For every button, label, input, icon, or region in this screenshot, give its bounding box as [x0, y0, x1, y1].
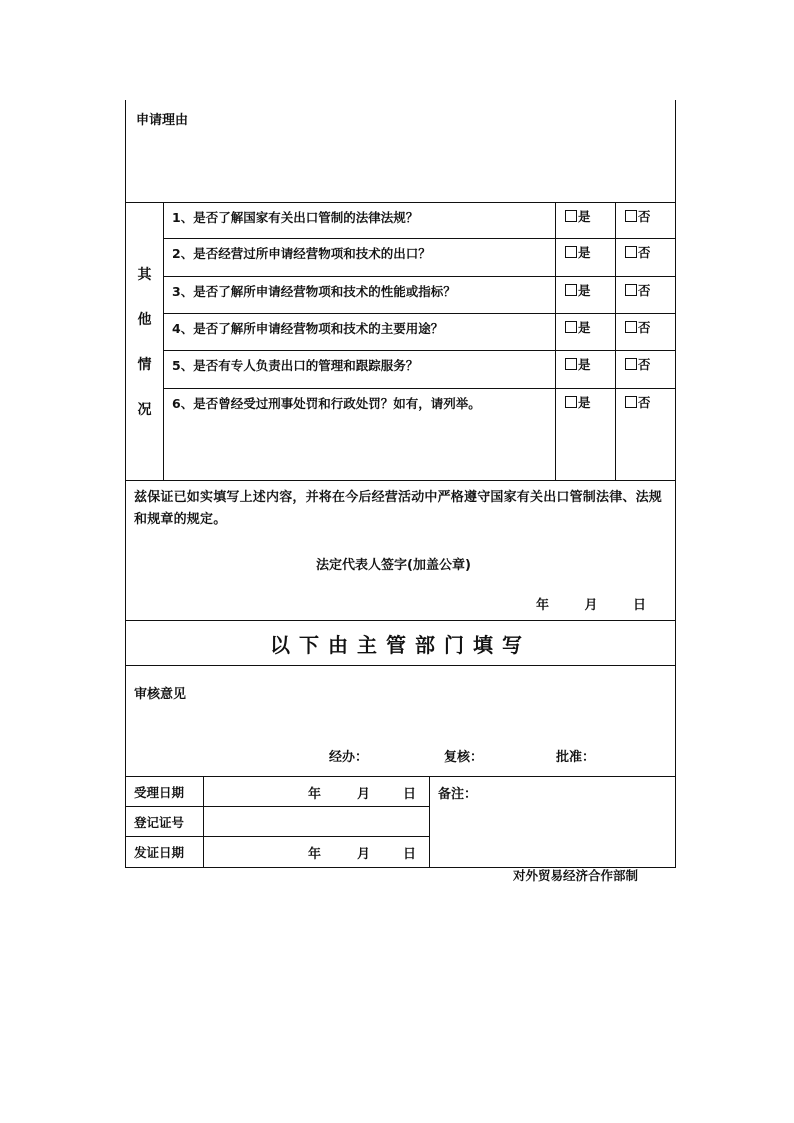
reg-no-field[interactable]: [204, 807, 429, 836]
question-text: 4、是否了解所申请经营物项和技术的主要用途？: [164, 314, 556, 350]
no-option[interactable]: [616, 239, 675, 276]
yes-option[interactable]: [556, 351, 616, 388]
section-title: 以下由主管部门填写: [270, 632, 531, 657]
yes-label: 是: [578, 357, 591, 372]
no-option[interactable]: [616, 203, 675, 238]
yes-label: 是: [578, 320, 591, 335]
authority-section-header: [126, 621, 675, 666]
issue-date-label: 发证日期: [126, 837, 204, 867]
question-row: [164, 351, 675, 389]
checkbox-icon[interactable]: [565, 396, 577, 408]
reg-no-row: [126, 807, 429, 837]
yes-label: 是: [578, 395, 591, 410]
checkbox-icon[interactable]: [625, 210, 637, 222]
no-option[interactable]: [616, 277, 675, 313]
no-label: 否: [638, 209, 651, 224]
handler-label: 经办：: [329, 750, 369, 765]
question-text: 6、是否曾经受过刑事处罚和行政处罚？如有，请列举。: [164, 389, 556, 481]
question-row: [164, 239, 675, 277]
no-option[interactable]: [616, 351, 675, 388]
pledge-date: [536, 594, 646, 613]
reason-section: [126, 100, 675, 203]
question-row: [164, 277, 675, 314]
accept-date-field[interactable]: [204, 777, 429, 806]
question-text: 5、是否有专人负责出口的管理和跟踪服务？: [164, 351, 556, 388]
no-option[interactable]: [616, 389, 675, 481]
other-info-char: 况: [137, 402, 152, 418]
question-list: [164, 203, 675, 480]
checkbox-icon[interactable]: [625, 358, 637, 370]
date-day: 日: [632, 598, 646, 613]
signature-label: 法定代表人签字(加盖公章): [316, 558, 471, 573]
other-info-label: [126, 203, 164, 480]
other-info-char: 其: [137, 267, 152, 283]
date-month: 月: [357, 847, 371, 862]
checkbox-icon[interactable]: [565, 321, 577, 333]
accept-date-label: 受理日期: [126, 777, 204, 806]
question-text: 1、是否了解国家有关出口管制的法律法规？: [164, 203, 556, 238]
checkbox-icon[interactable]: [565, 210, 577, 222]
no-label: 否: [638, 320, 651, 335]
no-label: 否: [638, 245, 651, 260]
pledge-section: [126, 481, 675, 621]
yes-option[interactable]: [556, 389, 616, 481]
reg-no-label: 登记证号: [126, 807, 204, 836]
other-info-char: 他: [137, 312, 152, 328]
issuer-footer: 对外贸易经济合作部制: [513, 868, 639, 883]
yes-option[interactable]: [556, 277, 616, 313]
other-info-section: [126, 203, 675, 481]
other-info-char: 情: [137, 357, 152, 373]
application-form: [125, 100, 676, 868]
no-label: 否: [638, 357, 651, 372]
yes-label: 是: [578, 245, 591, 260]
pledge-text: 兹保证已如实填写上述内容，并将在今后经营活动中严格遵守国家有关出口管制法律、法规和规章的规定。: [134, 490, 663, 527]
approve-label: 批准：: [556, 750, 596, 765]
checkbox-icon[interactable]: [565, 284, 577, 296]
question-row: [164, 389, 675, 481]
registration-table: [126, 777, 675, 867]
reason-label: 申请理由: [136, 113, 189, 128]
checkbox-icon[interactable]: [565, 246, 577, 258]
question-text: 2、是否经营过所申请经营物项和技术的出口？: [164, 239, 556, 276]
yes-label: 是: [578, 209, 591, 224]
no-option[interactable]: [616, 314, 675, 350]
checkbox-icon[interactable]: [625, 321, 637, 333]
no-label: 否: [638, 283, 651, 298]
checkbox-icon[interactable]: [625, 246, 637, 258]
yes-option[interactable]: [556, 239, 616, 276]
remark-label: 备注：: [438, 787, 478, 802]
date-day: 日: [403, 787, 417, 802]
remark-cell[interactable]: [429, 777, 675, 867]
date-month: 月: [584, 598, 598, 613]
review-section: [126, 666, 675, 777]
yes-option[interactable]: [556, 203, 616, 238]
question-row: [164, 314, 675, 351]
issue-date-field[interactable]: [204, 837, 429, 867]
question-row: [164, 203, 675, 239]
checkbox-icon[interactable]: [625, 284, 637, 296]
date-month: 月: [357, 787, 371, 802]
accept-date-row: [126, 777, 429, 807]
date-year: 年: [308, 787, 322, 802]
yes-option[interactable]: [556, 314, 616, 350]
no-label: 否: [638, 395, 651, 410]
date-year: 年: [308, 847, 322, 862]
date-year: 年: [536, 598, 550, 613]
checkbox-icon[interactable]: [625, 396, 637, 408]
recheck-label: 复核：: [444, 750, 484, 765]
yes-label: 是: [578, 283, 591, 298]
date-day: 日: [403, 847, 417, 862]
review-label: 审核意见: [134, 687, 187, 702]
issue-date-row: [126, 837, 429, 867]
checkbox-icon[interactable]: [565, 358, 577, 370]
question-text: 3、是否了解所申请经营物项和技术的性能或指标？: [164, 277, 556, 313]
